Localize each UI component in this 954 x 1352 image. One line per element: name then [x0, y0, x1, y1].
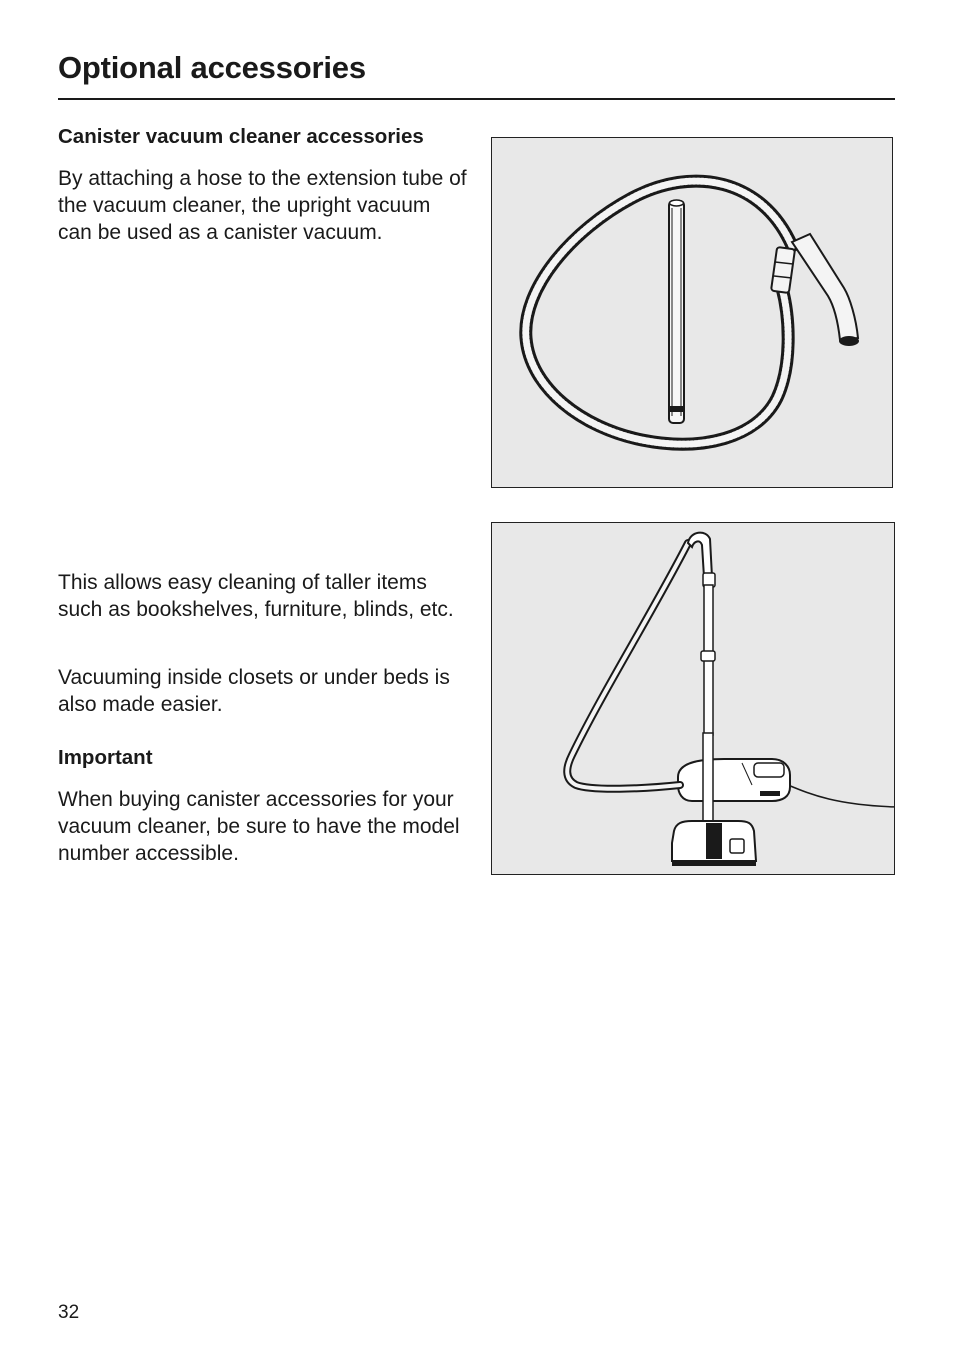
- hose-inner: [567, 543, 688, 789]
- extension-tube: [669, 200, 684, 423]
- floor-brush: [672, 821, 756, 866]
- important-paragraph: When buying canister accessories for your vacuum cleaner, be sure to have the model number accessible.: [58, 788, 460, 865]
- wand-handle: [688, 533, 715, 587]
- intro-paragraph: By attaching a hose to the extension tube of the vacuum cleaner, the upright vacuum can be used as a canister vacuum.: [58, 167, 467, 244]
- closets-paragraph: Vacuuming inside closets or under beds is also made easier.: [58, 666, 450, 716]
- power-cord: [788, 785, 895, 807]
- section-heading: Canister vacuum cleaner accessories: [58, 125, 424, 148]
- canister-drawing: [492, 523, 895, 875]
- extension-wand: [701, 585, 715, 829]
- hose-ribbing: [526, 181, 792, 444]
- hose-illustration: [491, 137, 893, 488]
- vacuum-canister: [678, 759, 790, 801]
- cleaning-paragraph: This allows easy cleaning of taller items such as bookshelves, furniture, blinds, etc.: [58, 571, 454, 621]
- title-divider: [58, 98, 895, 100]
- canister-use-illustration: [491, 522, 895, 875]
- hose-drawing: [492, 138, 893, 488]
- important-heading: Important: [58, 746, 153, 769]
- page-number: 32: [58, 1302, 80, 1323]
- page-title: Optional accessories: [58, 50, 366, 85]
